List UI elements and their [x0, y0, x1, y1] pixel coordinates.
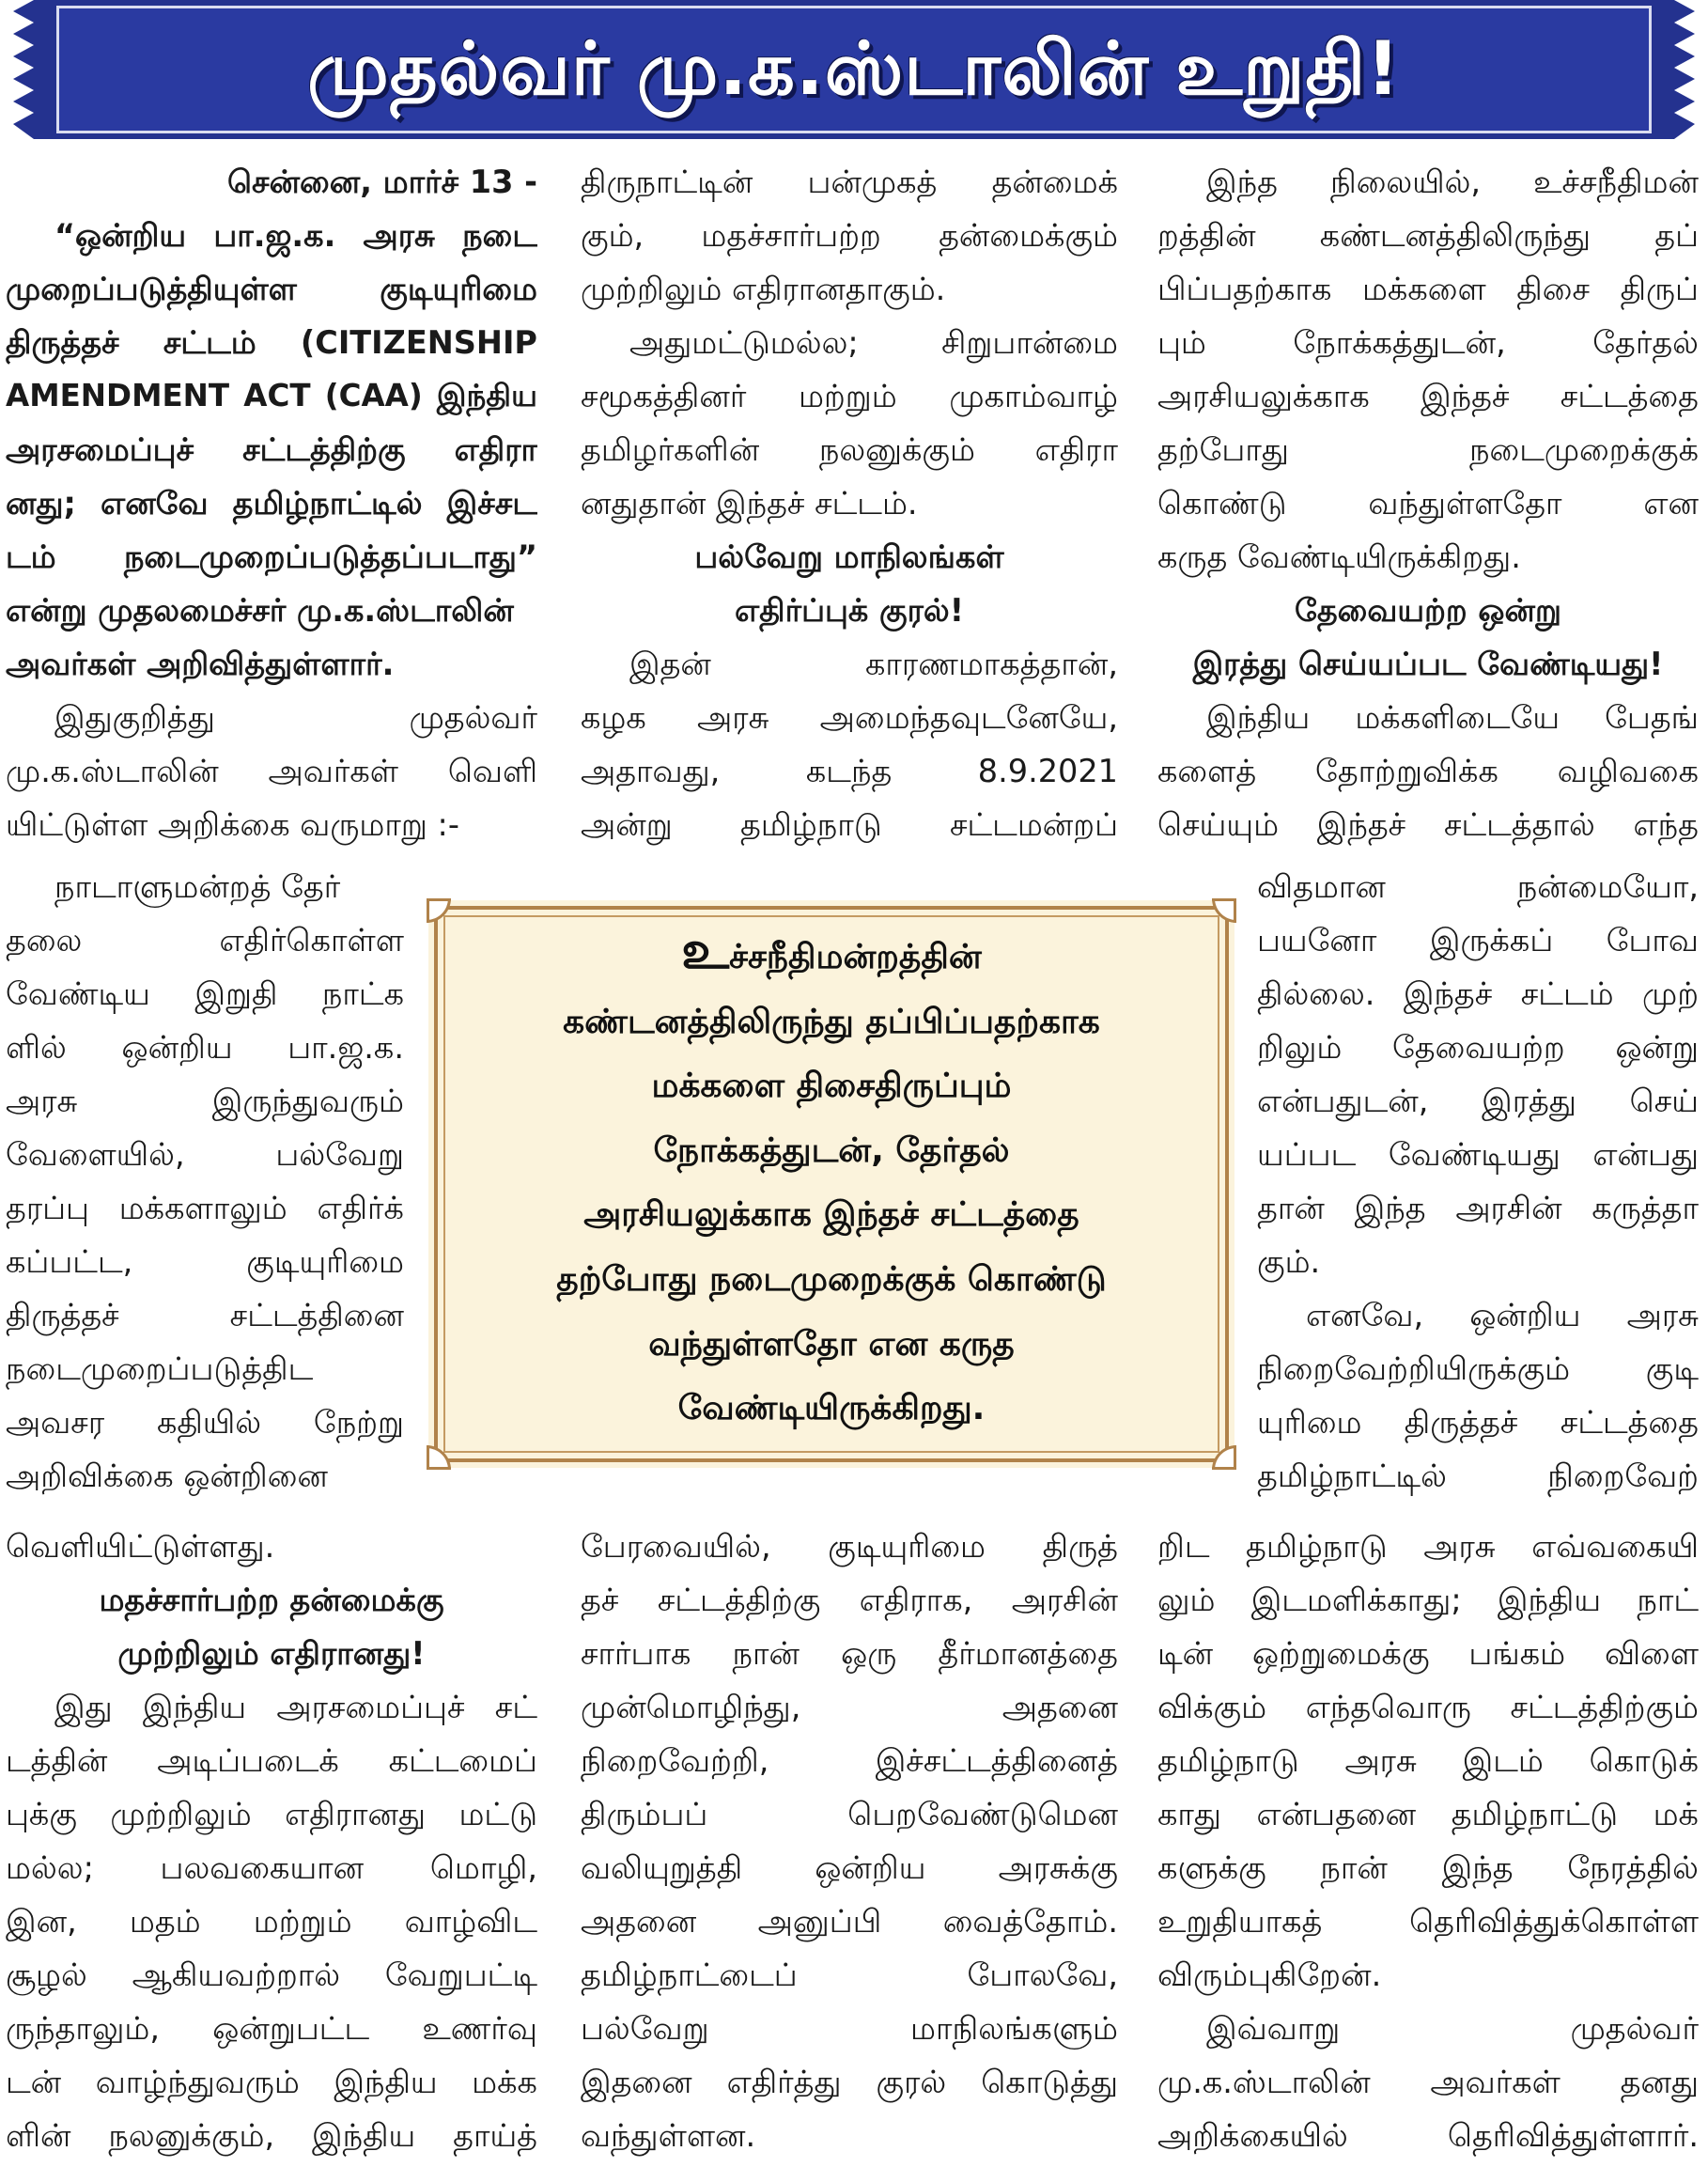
- text-line: தான் இந்த அரசின் கருத்தா: [1257, 1190, 1699, 1226]
- text-line: டம் நடைமுறைப்படுத்தப்படாது”: [6, 538, 537, 575]
- text-line: றிட தமிழ்நாடு அரசு எவ்வகையி: [1157, 1528, 1699, 1565]
- text-line: தரப்பு மக்களாலும் எதிர்க்: [6, 1190, 404, 1226]
- text-line: தமிழ்நாட்டைப் போலவே,: [581, 1957, 1118, 1993]
- text-line: அவசர கதியில் நேற்று: [6, 1404, 404, 1441]
- text-line: இதன் காரணமாகத்தான்,: [629, 646, 1118, 682]
- text-line: டத்தின் அடிப்படைக் கட்டமைப்: [6, 1742, 537, 1779]
- text-line: திருநாட்டின் பன்முகத் தன்மைக்: [581, 164, 1118, 200]
- text-line: தற்போது நடைமுறைக்குக்: [1157, 431, 1699, 468]
- text-line: முன்மொழிந்து, அதனை: [581, 1689, 1118, 1725]
- text-line: முறைப்படுத்தியுள்ள குடியுரிமை: [6, 271, 537, 307]
- text-line: இவ்வாறு முதல்வர்: [1206, 2010, 1699, 2047]
- text-line: வெளியிட்டுள்ளது.: [6, 1528, 275, 1565]
- pull-quote-line: [466, 919, 1197, 990]
- text-line: எனவே, ஒன்றிய அரசு: [1306, 1297, 1699, 1333]
- subheading: முற்றிலும் எதிரானது!: [117, 1635, 426, 1672]
- text-line: னது; எனவே தமிழ்நாட்டில் இச்சட: [6, 485, 537, 522]
- pull-quote-line: வந்துள்ளதோ என கருத: [648, 1324, 1015, 1364]
- pull-quote-text: [466, 919, 1197, 1442]
- pull-quote-line: அரசியலுக்காக இந்தச் சட்டத்தை: [583, 1195, 1079, 1235]
- text-line: வேளையில், பல்வேறு: [6, 1136, 404, 1173]
- column-1-bottom: [6, 1520, 537, 2162]
- text-line: பேரவையில், குடியுரிமை திருத்: [581, 1528, 1118, 1565]
- masthead: [0, 0, 1708, 141]
- masthead-frame: [56, 6, 1652, 133]
- text-line: யுரிமை திருத்தச் சட்டத்தை: [1257, 1404, 1699, 1441]
- text-line: சூழல் ஆகியவற்றால் வேறுபட்டி: [6, 1957, 537, 1993]
- text-line: நிறைவேற்றியிருக்கும் குடி: [1257, 1350, 1699, 1387]
- text-line: வந்துள்ளன.: [581, 2117, 756, 2154]
- text-line: இதுகுறித்து முதல்வர்: [54, 699, 537, 736]
- text-line: தமிழ்நாட்டில் நிறைவேற்: [1257, 1458, 1699, 1494]
- column-1-top: [6, 155, 537, 851]
- text-line: “ஒன்றிய பா.ஜ.க. அரசு நடை: [54, 217, 537, 254]
- text-line: கருத வேண்டியிருக்கிறது.: [1157, 538, 1521, 575]
- text-line: காது என்பதனை தமிழ்நாட்டு மக்: [1157, 1796, 1699, 1832]
- text-line: அதாவது, கடந்த 8.9.2021: [581, 753, 1118, 789]
- text-line: தமிழர்களின் நலனுக்கும் எதிரா: [581, 431, 1118, 468]
- text-line: கும்.: [1257, 1243, 1321, 1280]
- text-line: அரசியலுக்காக இந்தச் சட்டத்தை: [1157, 378, 1699, 414]
- text-line: விக்கும் எந்தவொரு சட்டத்திற்கும்: [1157, 1689, 1699, 1725]
- text-line: என்று முதலமைச்சர் மு.க.ஸ்டாலின்: [6, 592, 514, 629]
- subheading: பல்வேறு மாநிலங்கள்: [694, 538, 1004, 575]
- text-line: டின் ஒற்றுமைக்கு பங்கம் விளை: [1157, 1635, 1699, 1672]
- text-line: சமூகத்தினர் மற்றும் முகாம்வாழ்: [581, 378, 1118, 414]
- text-line: ளின் நலனுக்கும், இந்திய தாய்த்: [6, 2117, 537, 2154]
- text-line: மு.க.ஸ்டாலின் அவர்கள் வெளி: [6, 753, 537, 789]
- pull-quote-line: கண்டனத்திலிருந்து தப்பிப்பதற்காக: [563, 1002, 1100, 1041]
- text-line: கொண்டு வந்துள்ளதோ என: [1157, 485, 1699, 522]
- pull-quote-box: [428, 900, 1234, 1468]
- text-line: முற்றிலும் எதிரானதாகும்.: [581, 271, 946, 307]
- text-line: தலை எதிர்கொள்ள: [6, 922, 404, 959]
- pull-quote-line: நோக்கத்துடன், தேர்தல்: [653, 1130, 1010, 1170]
- text-line: கப்பட்ட, குடியுரிமை: [6, 1243, 404, 1280]
- zigzag-right-border: [1674, 0, 1708, 139]
- text-line: தில்லை. இந்தச் சட்டம் முற்: [1257, 975, 1699, 1012]
- text-line: உறுதியாகத் தெரிவித்துக்கொள்ள: [1157, 1903, 1699, 1940]
- text-line: அரசு இருந்துவரும்: [6, 1083, 404, 1119]
- text-line: பயனோ இருக்கப் போவ: [1257, 922, 1699, 959]
- text-line: யப்பட வேண்டியது என்பது: [1257, 1136, 1699, 1173]
- text-line: பல்வேறு மாநிலங்களும்: [581, 2010, 1118, 2047]
- text-line: AMENDMENT ACT (CAA) இந்திய: [6, 378, 537, 413]
- text-line: விரும்புகிறேன்.: [1157, 1957, 1382, 1993]
- text-line: வலியுறுத்தி ஒன்றிய அரசுக்கு: [581, 1849, 1118, 1886]
- pull-quote-line: தற்போது நடைமுறைக்குக் கொண்டு: [556, 1259, 1107, 1299]
- text-line: திருத்தச் சட்டத்தினை: [6, 1297, 404, 1333]
- pull-quote-line-text: ச்சநீதிமன்றத்தின்: [729, 938, 982, 976]
- subheading: இரத்து செய்யப்பட வேண்டியது!: [1192, 646, 1664, 682]
- text-line: இந்திய மக்களிடையே பேதங்: [1206, 699, 1699, 736]
- text-line: அதனை அனுப்பி வைத்தோம்.: [581, 1903, 1118, 1940]
- text-line: சென்னை, மார்ச் 13 -: [226, 164, 537, 200]
- zigzag-left-border: [0, 0, 34, 139]
- text-line: னதுதான் இந்தச் சட்டம்.: [581, 485, 918, 522]
- text-line: டன் வாழ்ந்துவரும் இந்திய மக்க: [6, 2064, 537, 2100]
- text-line: களைத் தோற்றுவிக்க வழிவகை: [1157, 753, 1699, 789]
- text-line: களுக்கு நான் இந்த நேரத்தில்: [1157, 1849, 1699, 1886]
- column-3-top: [1157, 155, 1699, 851]
- text-line: தச் சட்டத்திற்கு எதிராக, அரசின்: [581, 1582, 1118, 1618]
- text-line: மு.க.ஸ்டாலின் அவர்கள் தனது: [1157, 2064, 1699, 2100]
- text-line: திருத்தச் சட்டம் (CITIZENSHIP: [6, 324, 537, 361]
- text-line: லும் இடமளிக்காது; இந்திய நாட்: [1157, 1582, 1699, 1618]
- text-line: கழக அரசு அமைந்தவுடனேயே,: [581, 699, 1118, 736]
- subheading: தேவையற்ற ஒன்று: [1295, 592, 1561, 629]
- text-line: ருந்தாலும், ஒன்றுபட்ட உணர்வு: [6, 2010, 537, 2047]
- text-line: றிலும் தேவையற்ற ஒன்று: [1257, 1029, 1699, 1066]
- text-line: அரசமைப்புச் சட்டத்திற்கு எதிரா: [6, 431, 537, 468]
- text-line: கும், மதச்சார்பற்ற தன்மைக்கும்: [581, 217, 1118, 254]
- text-line: தமிழ்நாடு அரசு இடம் கொடுக்: [1157, 1742, 1699, 1779]
- text-line: யிட்டுள்ள அறிக்கை வருமாறு :-: [6, 806, 459, 843]
- text-line: அன்று தமிழ்நாடு சட்டமன்றப்: [581, 806, 1118, 843]
- text-line: பிப்பதற்காக மக்களை திசை திருப்: [1157, 271, 1699, 307]
- subheading: எதிர்ப்புக் குரல்!: [734, 592, 964, 629]
- text-line: இந்த நிலையில், உச்சநீதிமன்: [1206, 164, 1699, 200]
- text-line: என்பதுடன், இரத்து செய்: [1257, 1083, 1699, 1119]
- text-line: மல்ல; பலவகையான மொழி,: [6, 1849, 537, 1886]
- text-line: செய்யும் இந்தச் சட்டத்தால் எந்த: [1157, 806, 1699, 843]
- subheading: மதச்சார்பற்ற தன்மைக்கு: [99, 1582, 444, 1618]
- text-line: றத்தின் கண்டனத்திலிருந்து தப்: [1157, 217, 1699, 254]
- column-2-bottom: [581, 1520, 1118, 2162]
- column-1-narrow: [6, 860, 404, 1503]
- text-line: நிறைவேற்றி, இச்சட்டத்தினைத்: [581, 1742, 1118, 1779]
- drop-cap: உ: [681, 920, 730, 981]
- text-line: அறிவிக்கை ஒன்றினை: [6, 1458, 328, 1494]
- text-line: வேண்டிய இறுதி நாட்க: [6, 975, 404, 1012]
- text-line: நாடாளுமன்றத் தேர்: [54, 868, 341, 905]
- text-line: புக்கு முற்றிலும் எதிரானது மட்டு: [6, 1796, 537, 1832]
- text-line: இன, மதம் மற்றும் வாழ்விட: [6, 1903, 537, 1940]
- pull-quote-line: வேண்டியிருக்கிறது.: [677, 1389, 986, 1428]
- text-line: நடைமுறைப்படுத்திட: [6, 1350, 314, 1387]
- text-line: ளில் ஒன்றிய பா.ஜ.க.: [6, 1029, 404, 1066]
- text-line: அதுமட்டுமல்ல; சிறுபான்மை: [629, 324, 1118, 361]
- text-line: விதமான நன்மையோ,: [1257, 868, 1699, 905]
- text-line: அவர்கள் அறிவித்துள்ளார்.: [6, 646, 395, 682]
- pull-quote-line: மக்களை திசைதிருப்பும்: [651, 1067, 1012, 1106]
- headline: முதல்வர் மு.க.ஸ்டாலின் உறுதி!: [307, 27, 1401, 112]
- text-line: சார்பாக நான் ஒரு தீர்மானத்தை: [581, 1635, 1118, 1672]
- column-3-bottom: [1157, 1520, 1699, 2162]
- column-3-narrow: [1257, 860, 1699, 1503]
- text-line: திரும்பப் பெறவேண்டுமென: [581, 1796, 1118, 1832]
- column-2-top: [581, 155, 1118, 851]
- text-line: பும் நோக்கத்துடன், தேர்தல்: [1157, 324, 1699, 361]
- text-line: இது இந்திய அரசமைப்புச் சட்: [54, 1689, 537, 1725]
- text-line: இதனை எதிர்த்து குரல் கொடுத்து: [581, 2064, 1118, 2100]
- text-line: அறிக்கையில் தெரிவித்துள்ளார்.: [1157, 2117, 1699, 2154]
